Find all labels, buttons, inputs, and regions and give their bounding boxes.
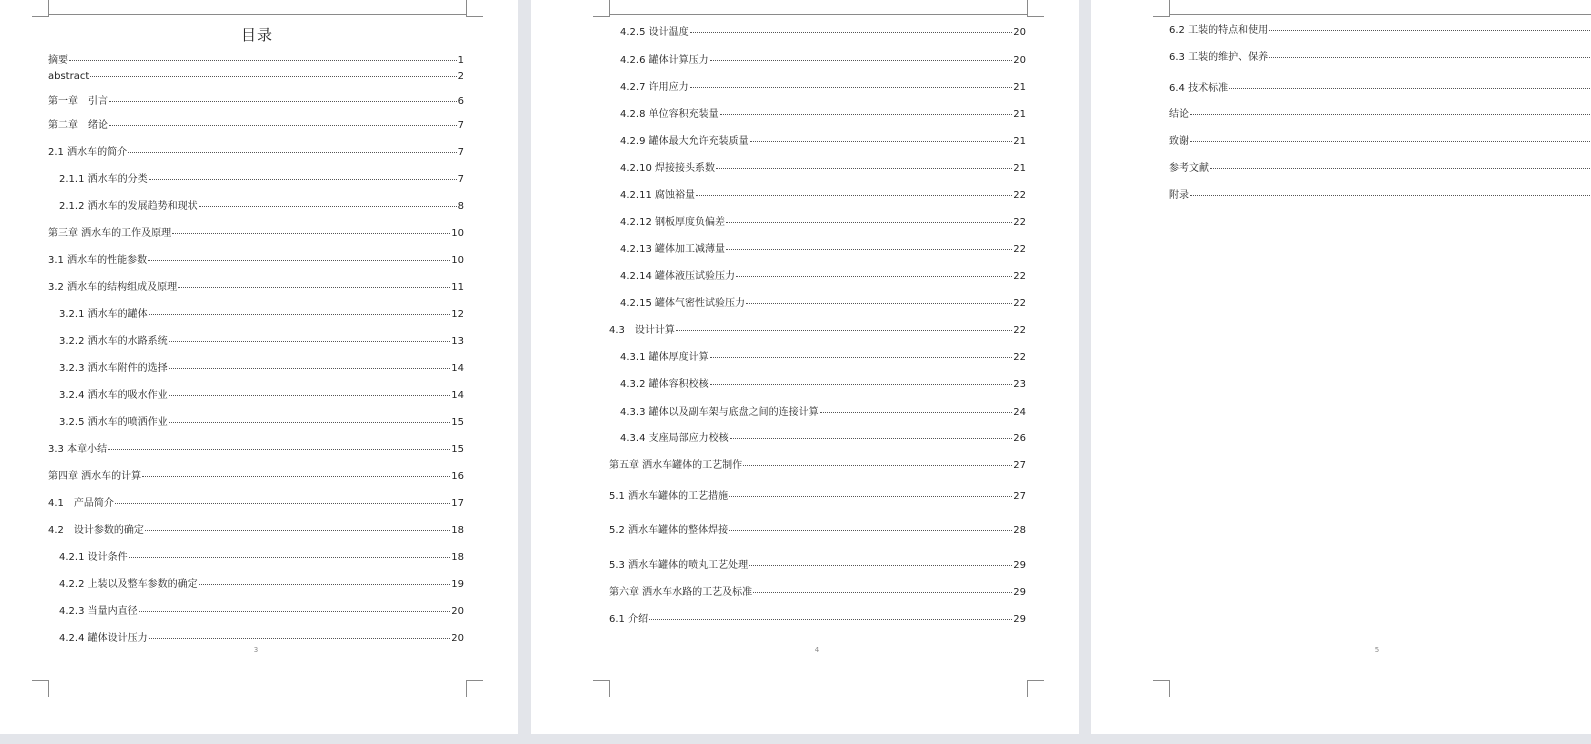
toc-entry[interactable]: 4.2.11 腐蚀裕量 22 [620, 190, 1026, 201]
toc-entry[interactable]: 4.2 设计参数的确定 18 [48, 525, 464, 536]
crop-mark-bottom-left [593, 680, 610, 697]
toc-entry[interactable]: 参考文献 [1169, 159, 1591, 173]
toc-entry[interactable]: 3.1 洒水车的性能参数 10 [48, 255, 464, 266]
toc-entry[interactable]: 6.3 工装的维护、保养 [1169, 48, 1591, 62]
toc-entry[interactable]: 2.1.1 洒水车的分类 7 [59, 174, 464, 185]
crop-mark-bottom-left [32, 680, 49, 697]
toc-entry[interactable]: 第五章 洒水车罐体的工艺制作 27 [609, 460, 1026, 471]
toc-entry[interactable]: 4.3.3 罐体以及副车架与底盘之间的连接计算 24 [620, 407, 1026, 418]
toc-entry[interactable]: 6.4 技术标准 [1169, 79, 1591, 93]
toc-entry[interactable]: 4.3.2 罐体容积校核 23 [620, 379, 1026, 390]
toc-entry[interactable]: 3.2 洒水车的结构组成及原理 11 [48, 282, 464, 293]
toc-entry[interactable]: 摘要 1 [48, 55, 464, 66]
toc-entry[interactable]: 4.3 设计计算 22 [609, 325, 1026, 336]
toc-entry[interactable]: 5.1 洒水车罐体的工艺措施 27 [609, 491, 1026, 502]
toc-entry[interactable]: 4.2.7 许用应力 21 [620, 82, 1026, 93]
crop-mark-top-right [1027, 0, 1044, 17]
crop-mark-top-left [32, 0, 49, 17]
page-number: 5 [1374, 646, 1380, 654]
toc-entry[interactable]: 3.2.3 洒水车附件的选择 14 [59, 363, 464, 374]
toc-entry[interactable]: 4.2.15 罐体气密性试验压力 22 [620, 298, 1026, 309]
toc-entry[interactable]: 第四章 洒水车的计算 16 [48, 471, 464, 482]
toc-entry[interactable]: 4.2.6 罐体计算压力 20 [620, 55, 1026, 66]
toc-entry[interactable]: 第二章 绪论 7 [48, 120, 464, 131]
toc-entry[interactable]: 附录 [1169, 186, 1591, 200]
toc-entry[interactable]: 3.3 本章小结 15 [48, 444, 464, 455]
toc-entry[interactable]: 3.2.2 洒水车的水路系统 13 [59, 336, 464, 347]
document-page-4 [531, 0, 1079, 734]
toc-entry[interactable]: 3.2.5 洒水车的喷洒作业 15 [59, 417, 464, 428]
toc-entry[interactable]: 6.1 介绍 29 [609, 614, 1026, 625]
crop-mark-bottom-right [466, 680, 483, 697]
crop-mark-top-right [466, 0, 483, 17]
toc-entry[interactable]: 第三章 洒水车的工作及原理 10 [48, 228, 464, 239]
header-line [48, 14, 466, 15]
toc-entry[interactable]: 3.2.1 洒水车的罐体 12 [59, 309, 464, 320]
header-line [609, 14, 1027, 15]
toc-entry[interactable]: 4.3.1 罐体厚度计算 22 [620, 352, 1026, 363]
toc-entry[interactable]: 6.2 工装的特点和使用 [1169, 21, 1591, 35]
toc-entry[interactable]: 4.2.13 罐体加工减薄量 22 [620, 244, 1026, 255]
toc-entry[interactable]: 3.2.4 洒水车的吸水作业 14 [59, 390, 464, 401]
crop-mark-bottom-left [1153, 680, 1170, 697]
toc-entry[interactable]: 致谢 [1169, 132, 1591, 146]
toc-entry[interactable]: 4.2.12 钢板厚度负偏差 22 [620, 217, 1026, 228]
toc-entry[interactable]: 5.3 洒水车罐体的喷丸工艺处理 29 [609, 560, 1026, 571]
document-page-5 [1091, 0, 1591, 734]
crop-mark-bottom-right [1027, 680, 1044, 697]
toc-title: 目录 [241, 26, 274, 44]
toc-entry[interactable]: 4.2.2 上装以及整车参数的确定 19 [59, 579, 464, 590]
toc-entry[interactable]: 第一章 引言 6 [48, 96, 464, 107]
toc-entry[interactable]: 4.2.9 罐体最大允许充装质量 21 [620, 136, 1026, 147]
toc-entry[interactable]: 4.2.5 设计温度 20 [620, 27, 1026, 38]
toc-entry[interactable]: 4.2.14 罐体液压试验压力 22 [620, 271, 1026, 282]
toc-entry[interactable]: 5.2 洒水车罐体的整体焊接 28 [609, 525, 1026, 536]
toc-entry[interactable]: 4.3.4 支座局部应力校核 26 [620, 433, 1026, 444]
toc-entry[interactable]: 4.1 产品简介 17 [48, 498, 464, 509]
page-number: 3 [253, 646, 259, 654]
document-page-3 [0, 0, 518, 734]
toc-entry[interactable]: 4.2.8 单位容积充装量 21 [620, 109, 1026, 120]
toc-entry[interactable]: abstract 2 [48, 71, 464, 82]
toc-entry[interactable]: 2.1.2 洒水车的发展趋势和现状 8 [59, 201, 464, 212]
page-number: 4 [814, 646, 820, 654]
toc-entry[interactable]: 4.2.10 焊接接头系数 21 [620, 163, 1026, 174]
toc-entry[interactable]: 4.2.3 当量内直径 20 [59, 606, 464, 617]
toc-entry[interactable]: 2.1 洒水车的简介 7 [48, 147, 464, 158]
toc-entry[interactable]: 第六章 洒水车水路的工艺及标准 29 [609, 587, 1026, 598]
crop-mark-top-left [593, 0, 610, 17]
toc-entry[interactable]: 4.2.4 罐体设计压力 20 [59, 633, 464, 644]
toc-entry[interactable]: 4.2.1 设计条件 18 [59, 552, 464, 563]
crop-mark-top-left [1153, 0, 1170, 17]
toc-entry[interactable]: 结论 [1169, 105, 1591, 119]
header-line [1169, 14, 1591, 15]
